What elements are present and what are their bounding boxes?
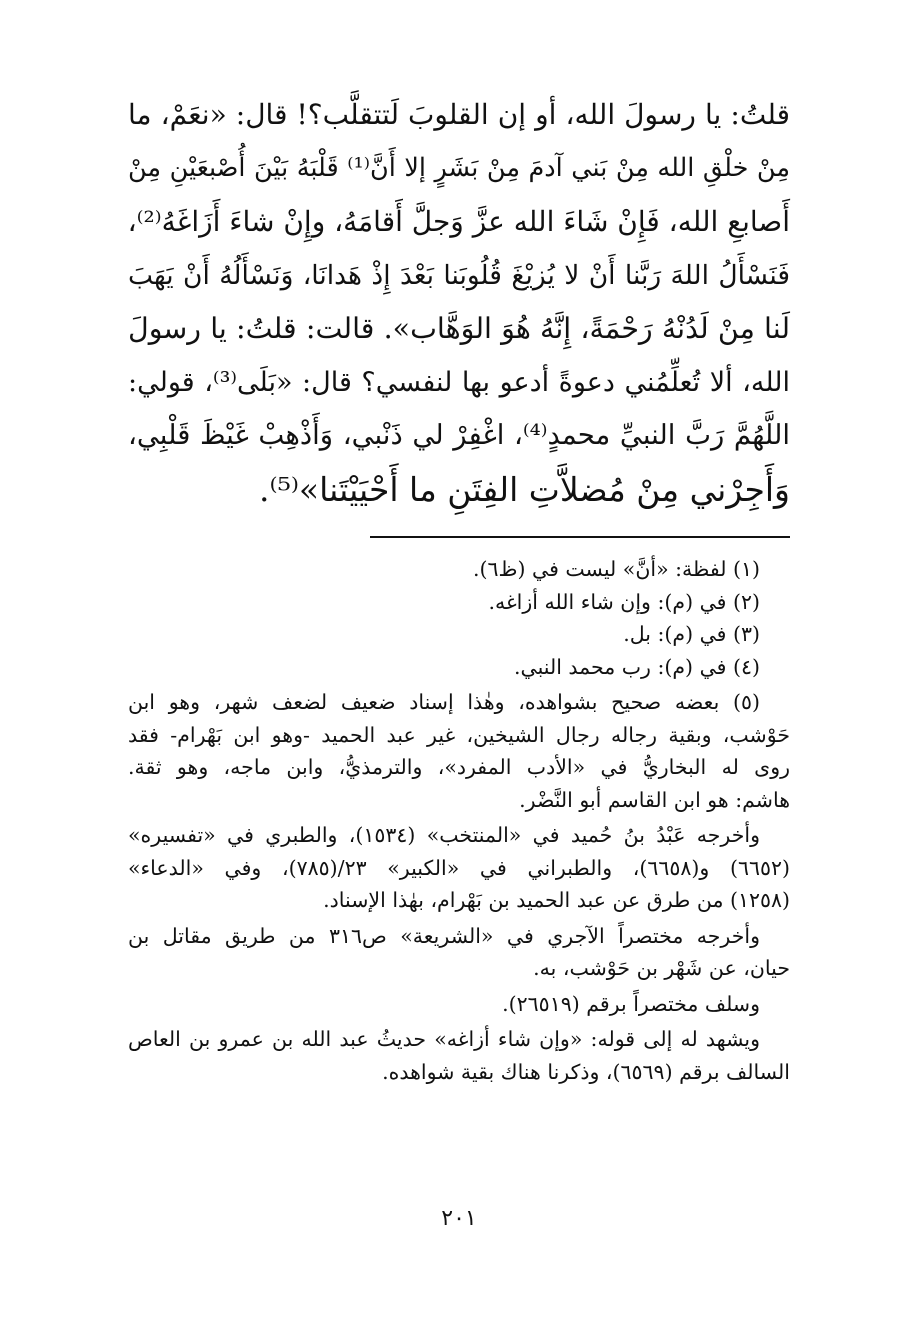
main-text-line: اللَّهُمَّ رَبَّ النبيِّ محمدٍ⁽⁴⁾، اغْفِرْ لي ذَنْبي، وَأَذْهِبْ غَيْظَ قَلْبِي، [128, 419, 790, 451]
footnote-2: (٢) في (م): وإن شاء الله أزاغه. [488, 589, 760, 614]
main-text-line: قلتُ: يا رسولَ الله، أو إن القلوبَ لَتتقلَّب؟! قال: «نعَمْ، ما [128, 98, 790, 131]
takhrij-paragraph-2-line: حيان، عن شَهْر بن حَوْشب، به. [533, 956, 790, 980]
main-text-line: أَصابعِ الله، فَإِنْ شَاءَ الله عزَّ وَجلَّ أَقامَهُ، وإِنْ شاءَ أَزَاغَهُ⁽²⁾، [127, 205, 790, 238]
footnote-1: (١) لفظة: «أنَّ» ليست في (ظ٦). [473, 557, 760, 581]
takhrij-paragraph-line: (١٢٥٨) من طرق عن عبد الحميد بن بَهْرام، بهٰذا الإسناد. [323, 888, 790, 912]
footnote-separator [370, 536, 790, 538]
footnote-3: (٣) في (م): بل. [623, 622, 760, 646]
takhrij-paragraph-2-line: وأخرجه مختصراً الآجري في «الشريعة» ص٣١٦ من طريق مقاتل بن [128, 923, 760, 948]
footnote-4: (٤) في (م): رب محمد النبي. [513, 654, 760, 679]
shahid-paragraph-line: ويشهد له إلى قوله: «وإن شاء أزاغه» حديثُ عبد الله بن عمرو بن العاص [128, 1027, 760, 1051]
main-text-line: مِنْ خلْقِ الله مِنْ بَني آدمَ مِنْ بَشَرٍ إلا أَنَّ⁽¹⁾ قَلْبَهُ بَيْنَ أُصْبعَيْنِ مِنْ [128, 152, 790, 183]
footnote-5-line: هاشم: هو ابن القاسم أبو النَّضْر. [519, 787, 790, 812]
footnote-5-line: روى له البخاريُّ في «الأدب المفرد»، والترمذيُّ، وابن ماجه، وهو ثقة. [128, 755, 790, 779]
main-text-line: لَنا مِنْ لَدُنْهُ رَحْمَةً، إِنَّهُ هُوَ الوَهَّاب». قالت: قلتُ: يا رسولَ [128, 312, 790, 345]
footnote-5-line: حَوْشب، وبقية رجاله رجال الشيخين، غير عبد الحميد -وهو ابن بَهْرام- فقد [128, 722, 790, 747]
main-text-line: الله، ألا تُعلِّمُني دعوةً أدعو بها لنفسي؟ قال: «بَلَى⁽³⁾، قولي: [128, 366, 790, 398]
page-body [127, 88, 790, 1231]
footnote-5-line: (٥) بعضه صحيح بشواهده، وهٰذا إسناد ضعيف لضعف شهر، وهو ابن [128, 690, 760, 714]
page-number: ٢٠١ [441, 1206, 477, 1231]
main-text-line: فَنَسْأَلُ اللهَ رَبَّنا أَنْ لا يُزيْغَ قُلُوبَنا بَعْدَ إِذْ هَدانَا، وَنَسْأَلُهُ أَنْ يَهَبَ [128, 259, 790, 291]
main-text [128, 88, 790, 516]
main-text-line: وَأَجِرْني مِنْ مُضلاَّتِ الفِتَنِ ما أَحْيَيْتَنا»⁽⁵⁾. [258, 469, 790, 509]
salaf-line: وسلف مختصراً برقم (٢٦٥١٩). [502, 991, 760, 1016]
takhrij-paragraph-line: وأخرجه عَبْدُ بنُ حُميد في «المنتخب» (١٥٣٤)، والطبري في «تفسيره» [128, 823, 760, 847]
footnotes [128, 553, 790, 1088]
shahid-paragraph-line: السالف برقم (٦٥٦٩)، وذكرنا هناك بقية شواهده. [382, 1059, 790, 1084]
takhrij-paragraph-line: (٦٦٥٢) و(٦٦٥٨)، والطبراني في «الكبير» ٢٣/(٧٨٥)، وفي «الدعاء» [128, 855, 790, 880]
